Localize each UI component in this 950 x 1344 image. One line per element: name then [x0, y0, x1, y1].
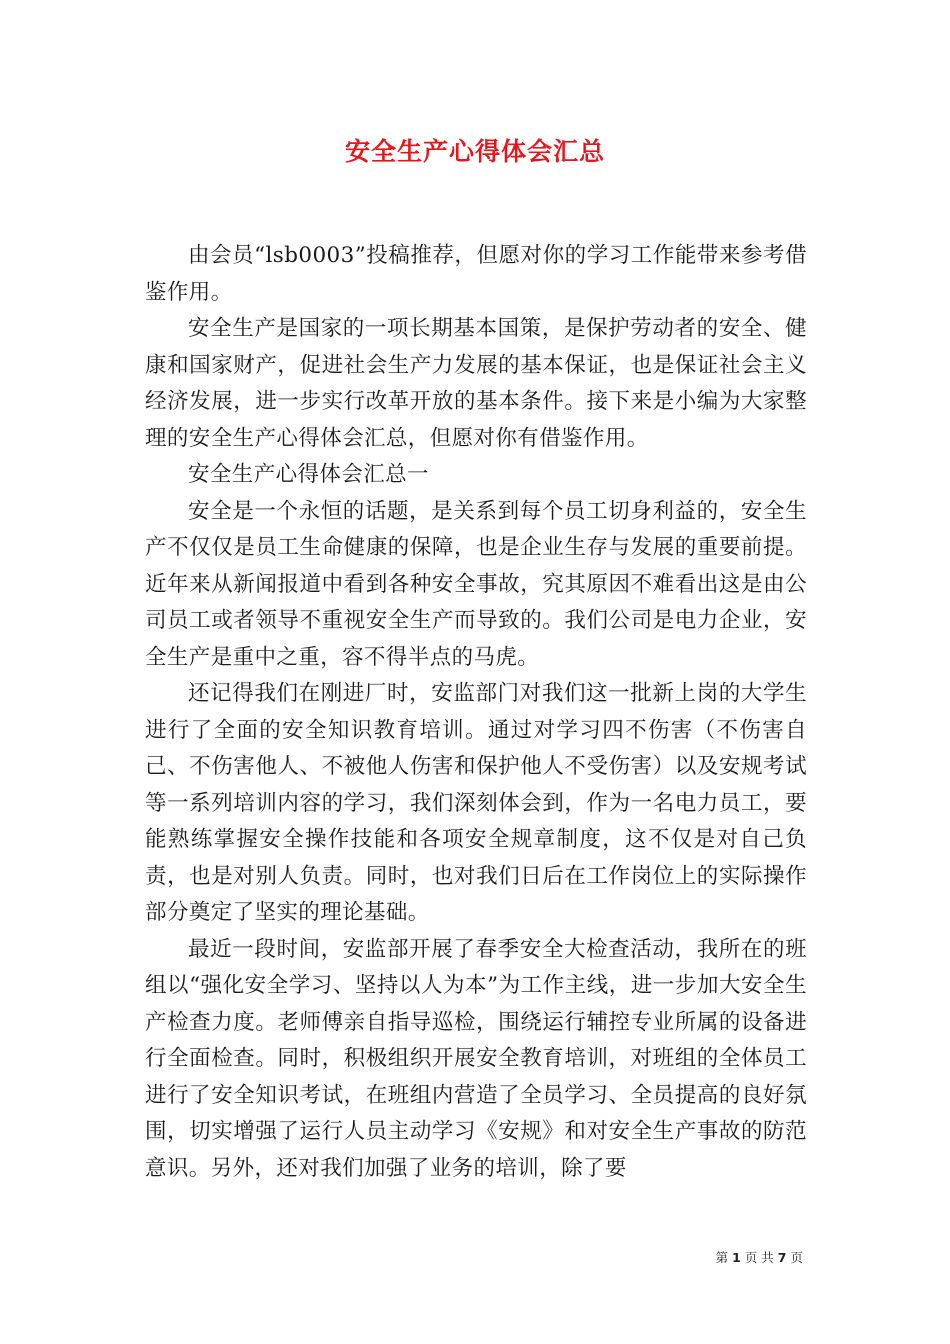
document-body	[145, 238, 807, 1187]
paragraph-safety-topic: 安全是一个永恒的话题，是关系到每个员工切身利益的，安全生产不仅仅是员工生命健康的保障，也是企业生存与发展的重要前提。近年来从新闻报道中看到各种安全事故，究其原因不难看出这是由公司员工或者领导不重视安全生产而导致的。我们公司是电力企业，安全生产是重中之重，容不得半点的马虎。	[145, 498, 807, 670]
paragraph-training: 还记得我们在刚进厂时，安监部门对我们这一批新上岗的大学生进行了全面的安全知识教育培训。通过对学习四不伤害（不伤害自己、不伤害他人、不被他人伤害和保护他人不受伤害）以及安规考试等一系列培训内容的学习，我们深刻体会到，作为一名电力员工，要能熟练掌握安全操作技能和各项安全规章制度，这不仅是对自己负责，也是对别人负责。同时，也对我们日后在工作岗位上的实际操作部分奠定了坚实的理论基础。	[145, 681, 807, 925]
paragraph-overview: 安全生产是国家的一项长期基本国策，是保护劳动者的安全、健康和国家财产，促进社会生产力发展的基本保证，也是保证社会主义经济发展，进一步实行改革开放的基本条件。接下来是小编为大家整理的安全生产心得体会汇总，但愿对你有借鉴作用。	[145, 316, 807, 451]
page-footer	[716, 1248, 803, 1266]
footer-total-pages: 7	[777, 1250, 787, 1265]
footer-prefix: 第	[715, 1250, 729, 1265]
section-heading: 安全生产心得体会汇总一	[188, 462, 429, 487]
footer-middle: 页 共	[744, 1250, 774, 1265]
footer-suffix: 页	[790, 1250, 803, 1265]
document-title: 安全生产心得体会汇总	[344, 137, 605, 166]
paragraph-inspection: 最近一段时间，安监部开展了春季安全大检查活动，我所在的班组以“强化安全学习、坚持以人为本”为工作主线，进一步加大安全生产检查力度。老师傅亲自指导巡检，围绕运行辅控专业所属的设备进行全面检查。同时，积极组织开展安全教育培训，对班组的全体员工进行了安全知识考试，在班组内营造了全员学习、全员提高的良好氛围，切实增强了运行人员主动学习《安规》和对安全生产事故的防范意识。另外，还对我们加强了业务的培训，除了要	[145, 936, 807, 1181]
paragraph-intro: 由会员“lsb0003”投稿推荐，但愿对你的学习工作能带来参考借鉴作用。	[145, 243, 807, 305]
footer-page-number: 1	[732, 1250, 741, 1265]
